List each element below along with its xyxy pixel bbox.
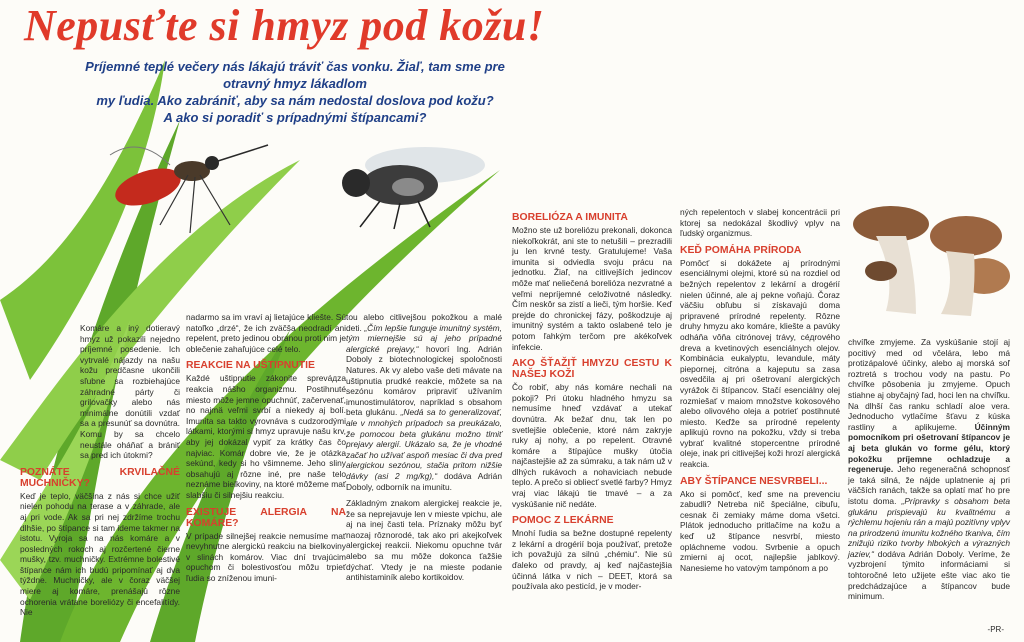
paragraph: Keď je teplo, väčšina z nás si chce užiť nielen pohodu na terase a v záhrade, ale aj pri vode. Ak sa pri nej zdržíme trochu dlhšie, po štípance si tam ideme takmer na istotu. Vyroja sa na nás komáre a v posledných rokoch aj rozčertené čierne mušky, tzv. muchničky. Extrémne bolestivé štípance nám ich budú pripomínať aj dva týždne. Muchničky, ale v čoraz väčšej miere aj komáre, prenášajú rôzne ochorenia vrátane boreliózy či encefalitídy. Nie (20, 490, 180, 618)
quote: „Nedá sa to generalizovať, ale v mnohých prípadoch sa preukázalo, že pomocou beta glukánu možno tlmiť prejavy alergií. Ukázalo sa, že je vhodné začať ho užívať aspoň mesiac či dva pred alergickou sezónou, stačia pritom nižšie dávky (asi 2 mg/kg),“ (346, 407, 502, 481)
paragraph: Ako si pomôcť, keď sme na prevenciu zabudli? Netreba nič špeciálne, cibuľu, cesnak či zemiaky máme doma všetci. Plátok jednoducho pritlačíme na kožu a keď už štípance nesvrbí, miesto opláchneme vodou. Svrbenie a opuch zmierni aj ocot, najlepšie jablkový. Nanesieme ho vatovým tampónom a po (680, 488, 840, 573)
highlight: Účinným pomocníkom pri ošetrovaní štípancov je aj beta glukán vo forme gélu, ktorý pokožku príjemne ochladzuje a regeneruje. (848, 421, 1010, 475)
lede-line: Príjemné teplé večery nás lákajú tráviť čas vonku. Žiaľ, tam sme pre otravný hmyz lákadlom (85, 59, 505, 91)
paragraph: Základným znakom alergickej reakcie je, že sa neprejavuje len v mieste vpichu, ale aj na inej časti tela. Príznaky môžu byť naozaj rôznorodé, tak ako pri akejkoľvek alergickej reakcii. Niekomu opuchne tvár alebo sa mu môže dokonca ťažšie dýchať. Vtedy je na mieste podanie antihistaminík alebo kortikoidov. (346, 498, 502, 583)
paragraph: Mnohí ľudia sa bežne dostupné repelenty z lekární a drogérií boja používať, pretože ich považujú za silnú „chémiu“. Nie sú ďaleko od pravdy, aj keď najčastejšia účinná látka v nich – DEET, ktorá sa používala ako pesticíd, je v moder- (512, 528, 672, 592)
column-1 (20, 323, 180, 624)
lede-line: my ľudia. Ako zabrániť, aby sa nám nedostal doslova pod kožu? (96, 93, 494, 108)
paragraph: V prípade silnejšej reakcie nemusíme mať nevyhnutne alergickú reakciu na bielkoviny v slinách komárov. Viac dní trvajúcim opuchom či bolestivosťou môžu trpieť ľudia so zníženou imuni- (186, 530, 346, 583)
column-5 (680, 207, 840, 579)
paragraph: Pomôcť si dokážete aj prírodnými esenciálnymi olejmi, ktoré sú na rozdiel od bežných repelentov z lekární a drogérií nielen účinné, ale aj pekne voňajú. Čoraz väčšiu obľubu si získavajú doma pripravené prírodné repelenty. Rôzne druhy hmyzu ako komáre, kliešte a pavúky odháňa vôňa citrónovej trávy, céдrového dreva a kvetinových esenciálnych olejov. Kombinácia eukalyptu, levandule, máty piepornej, citróna a kajeputu sa zasa osvedčila aj pri ošetrovaní alergických vyrážok či štípancov. Stačí esenciálny olej rozmiešať v maiom množstve kokosového alebo olivového oleja a potrieť postihnuté miesto. Keďže sa prírodné repelenty aplikujú rovno na pokožku, vždy si treba vybrať kvalitné stopercentne prírodné oleje, inak pri citlivejšej koži hrozí alergická reakcia. (680, 257, 840, 470)
section-heading: BORELIÓZA A IMUNITA (512, 212, 628, 223)
column-3 (346, 312, 502, 589)
column-4 (512, 207, 672, 598)
mushroom-image (846, 196, 1016, 321)
section-heading: POMOC Z LEKÁRNE (512, 515, 614, 527)
column-2 (186, 312, 346, 589)
lede-line: A ako si poradiť s prípadnými štípancami? (163, 110, 427, 125)
article-title: Nepusťte si hmyz pod kožu! (24, 1, 545, 50)
article-lede (60, 58, 530, 126)
paragraph: ných repelentoch v slabej koncentrácii pri ktorej sa nedokázal škodlivý vplyv na ľudský organizmus. (680, 207, 840, 239)
paragraph: nadarmo sa im vraví aj lietajúce kliešte. Sú natoľko „drzé“, že ich zväčša neodradí ani repelent, preto jedinou obranou proti nim je oblečenie zahaľujúce celé telo. (186, 312, 346, 354)
section-heading: ABY ŠTÍPANCE NESVRBELI... (680, 475, 828, 487)
paragraph: chvíľke zmyjeme. Za vyskúšanie stojí aj pocitivý med od včelára, lebo má protizápalové účinky, alebo aj morská soľ roztretá s trochou vody na pastu. Po chvíľke pôsobenia ju zmyjeme. Opuch stiahne aj obyčajný ľad, hoci len na chvíľku. Na dlhší čas ranku schladí aloe vera. Jednoducho vytlačíme šťavu z kúska rastliny a aplikujeme. Účinným pomocníkom pri ošetrovaní štípancov je aj beta glukán vo forme gélu, ktorý pokožku príjemne ochladzuje a regeneruje. Jeho regeneračná schopnosť je taká silná, že nájde uplatnenie aj pri väčších ranách, takže sa oplatí mať ho pre istotu doma. „Prípravky s obsahom beta glukánu prispievajú ku kvalitnému a rýchlemu hojeniu rán a majú pozitívny vplyv na prirodzenú imunitu kožného tkaniva, čím znižujú riziko tvorby hlbokých a výrazných jaziev,“ dodáva Adrián Doboly. Veríme, že vyzbrojení týmito informáciami si tohtoročné leto užijete ešte viac ako tie predchádzajúce a štípancov bude minimum. (848, 337, 1010, 602)
quote: „Prípravky s obsahom beta glukánu prispievajú ku kvalitnému a rýchlemu hojeniu rán a majú pozitívny vplyv na prirodzenú imunitu kožného tkaniva, čím znižujú riziko tvorby hlbokých a výrazných jaziev,“ (848, 495, 1010, 559)
paragraph: Čo robiť, aby nás komáre nechali na pokoji? Pri útoku hladného hmyzu sa nemusíme hneď vzdávať a utekať dovnútra. Ak bežať dnu, tak len po svetlejšie oblečenie, ktoré nám zakryje ruky aj nohy, a po repelent. Otravné komáre a štípajúce mušky útočia najčastejšie až za súmraku, a tak nám už v dlhých rukávoch a nohaviciach nebude teplo. A prečo si obliecť svetlé farby? Hmyz vraj viac lákajú tie tmavé – a za vyskúšanie nič nedáte. (512, 382, 673, 509)
paragraph: tou alebo citlivejšou pokožkou a malé deti. „Čím lepšie funguje imunitný systém, tým miernejšie sú aj jeho prípadné alergické prejavy,“ hovorí Ing. Adrián Doboly z biotechnologickej spoločnosti Natures. Ak vy alebo vaše deti mávate na uštipnutia prudké reakcie, môžete sa na sezónu komárov pripraviť užívaním imunostimulátorov, napríklad s obsahom beta glukánu. „Nedá sa to generalizovať, ale v mnohých prípadoch sa preukázalo, že pomocou beta glukánu možno tlmiť prejavy alergií. Ukázalo sa, že je vhodné začať ho užívať aspoň mesiac či dva pred alergickou sezónou, stačia pritom nižšie dávky (asi 2 mg/kg),“ dodáva Adrián Doboly, odborník na imunitu. (346, 312, 502, 492)
section-heading: AKO ŠŤAŽIŤ HMYZU CESTU K NAŠEJ KOŽI (512, 358, 672, 381)
section-heading: POZNÁTE KRVILAČNÉ MUCHNIČKY? (20, 466, 180, 489)
intro-paragraph: Komáre a iný dotieravý hmyz už pokazili nejedno príjemné posedenie. Ich vytrvalé nájazdy na našu kožu predčasne ukončili sľubne sa rozbiehajúce záhradné párty či grilovačky alebo nás minimálne donútili vzdať sa a presunúť sa dovnútra. Komu by sa chcelo neustále oháňať a brániť sa pred ich útokmi? (80, 323, 180, 461)
paragraph: Možno ste už boreliózu prekonali, dokonca niekoľkokrát, ani ste to netušili – prezradili ju len krvné testy. Gratulujeme! Vaša imunita si odviedla svoju prácu na jednotku. Žiaľ, na citlivejších jedincov môže mať neliečená borelióza nezvratné a veľmi nepríjemné celoživotné následky. Čím neskôr sa zistí a lieči, tým horšie. Keď prejde do chronickej fázy, poškodzuje aj imunitný systém a takto oslabené telo je potom ľahkým terčom pre akékoľvek infekcie. (512, 225, 672, 352)
section-heading: KEĎ POMÁHA PRÍRODA (680, 244, 802, 256)
section-heading: EXISTUJE ALERGIA NA KOMÁRE? (186, 506, 346, 529)
author-signature: -PR- (987, 625, 1004, 635)
column-6 (848, 337, 1010, 608)
section-heading: REAKCIE NA UŠTIPNUTIE (186, 360, 315, 372)
paragraph: Každé uštipnutie zákonite spreváдza reakcia nášho organizmu. Postihnuté miesto môže jemne opuchnúť, začervenať, no najmä veľmi svrbí a niekedy aj bolí. Imunita sa takto vyrovnáva s cudzorodými látkami, ktorými si hmyz upravuje našu krv, aby jej dokázal vypiť za krátky čas čo najviac. Komár dobre vie, že je otázka sekúnd, kedy si ho všimneme. Jeho sliny obsahujú aj rôzne iné, pre naše telo neznáme bielkoviny, na ktoré môžeme mať slabšiu či silnejšiu reakciu. (186, 373, 346, 500)
quote: „Čím lepšie funguje imunitný systém, tým miernejšie sú aj jeho prípadné alergické prejavy,“ (346, 322, 502, 354)
